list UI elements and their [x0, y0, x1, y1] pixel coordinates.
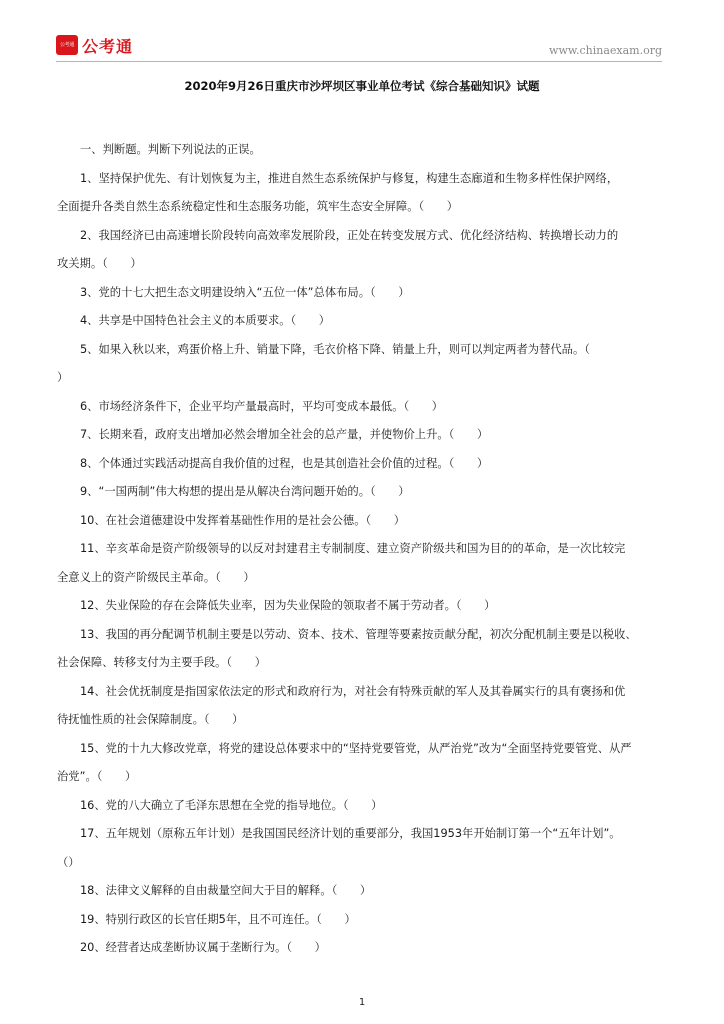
question-text: 7、长期来看，政府支出增加必然会增加全社会的总产量，并使物价上升。（ ） [80, 428, 489, 441]
section-heading: 一、判断题。判断下列说法的正误。 [80, 143, 261, 156]
header-divider [56, 61, 662, 62]
question-item [57, 592, 671, 621]
question-text: 20、经营者达成垄断协议属于垄断行为。（ ） [80, 941, 326, 954]
question-text: 13、我国的再分配调节机制主要是以劳动、资本、技术、管理等要素按贡献分配，初次分配机制主要是以税收、 [80, 627, 637, 641]
question-continuation: ） [57, 371, 69, 384]
question-text: 15、党的十九大修改党章，将党的建设总体要求中的“坚持党要管党，从严治党”改为“全面坚持党要管党、从严 [80, 741, 632, 755]
question-text: 12、失业保险的存在会降低失业率，因为失业保险的领取者不属于劳动者。（ ） [80, 599, 496, 612]
question-item [57, 507, 671, 536]
question-item [57, 792, 671, 821]
question-text: 18、法律文义解释的自由裁量空间大于目的解释。（ ） [80, 884, 372, 897]
question-text: 16、党的八大确立了毛泽东思想在全党的指导地位。（ ） [80, 798, 383, 812]
question-item [57, 906, 671, 935]
question-continuation: 攻关期。（ ） [57, 257, 142, 270]
question-text: 2、我国经济已由高速增长阶段转向高效率发展阶段，正处在转变发展方式、优化经济结构、转换增长动力的 [80, 228, 619, 242]
question-item [57, 165, 671, 222]
question-text: 9、“一国两制”伟大构想的提出是从解决台湾问题开始的。（ ） [80, 485, 410, 498]
question-text: 6、市场经济条件下，企业平均产量最高时，平均可变成本最低。（ ） [80, 399, 444, 413]
question-text: 1、坚持保护优先、有计划恢复为主，推进自然生态系统保护与修复，构建生态廊道和生物多样性保护网络， [80, 171, 619, 185]
question-text: 10、在社会道德建设中发挥着基础性作用的是社会公德。（ ） [80, 513, 406, 527]
document-body [57, 136, 671, 963]
question-text: 14、社会优抚制度是指国家依法定的形式和政府行为，对社会有特殊贡献的军人及其眷属实行的具有褒扬和优 [80, 684, 626, 698]
logo-text: 公考通 [82, 36, 134, 56]
logo-badge-icon: 公考通 [56, 35, 78, 55]
question-continuation: 待抚恤性质的社会保障制度。（ ） [57, 713, 244, 726]
question-item [57, 279, 671, 308]
question-text: 8、个体通过实践活动提高自我价值的过程，也是其创造社会价值的过程。（ ） [80, 456, 489, 470]
question-item [57, 393, 671, 422]
question-text: 3、党的十七大把生态文明建设纳入“五位一体”总体布局。（ ） [80, 285, 410, 299]
logo[interactable] [56, 33, 133, 57]
question-text: 4、共享是中国特色社会主义的本质要求。（ ） [80, 314, 331, 327]
question-item [57, 621, 671, 678]
question-item [57, 478, 671, 507]
question-text: 5、如果入秋以来，鸡蛋价格上升、销量下降，毛衣价格下降、销量上升，则可以判定两者为替代品。（ [80, 342, 590, 356]
question-continuation: 全面提升各类自然生态系统稳定性和生态服务功能，筑牢生态安全屏障。（ ） [57, 200, 459, 213]
page-number: 1 [358, 997, 366, 1008]
question-item [57, 678, 671, 735]
question-item [57, 450, 671, 479]
question-item [57, 421, 671, 450]
question-continuation: 全意义上的资产阶级民主革命。（ ） [57, 570, 255, 584]
question-item [57, 735, 671, 792]
question-item [57, 934, 671, 963]
question-text: 19、特别行政区的长官任期5年，且不可连任。（ ） [80, 912, 356, 926]
question-item [57, 336, 671, 393]
question-item [57, 535, 671, 592]
question-item [57, 222, 671, 279]
question-item [57, 877, 671, 906]
document-title: 2020年9月26日重庆市沙坪坝区事业单位考试《综合基础知识》试题 [184, 79, 540, 93]
question-continuation: 治党”。（ ） [57, 770, 137, 783]
question-text: 17、五年规划（原称五年计划）是我国国民经济计划的重要部分，我国1953年开始制订第一个“五年计划”。 [80, 827, 621, 840]
question-text: 11、辛亥革命是资产阶级领导的以反对封建君主专制制度、建立资产阶级共和国为目的的革命，是一次比较完 [80, 542, 626, 555]
question-continuation: （） [57, 855, 80, 869]
site-url[interactable]: www.chinaexam.org [549, 44, 662, 57]
page-header [0, 0, 724, 64]
question-item [57, 307, 671, 336]
question-continuation: 社会保障、转移支付为主要手段。（ ） [57, 656, 266, 669]
question-item [57, 820, 671, 877]
